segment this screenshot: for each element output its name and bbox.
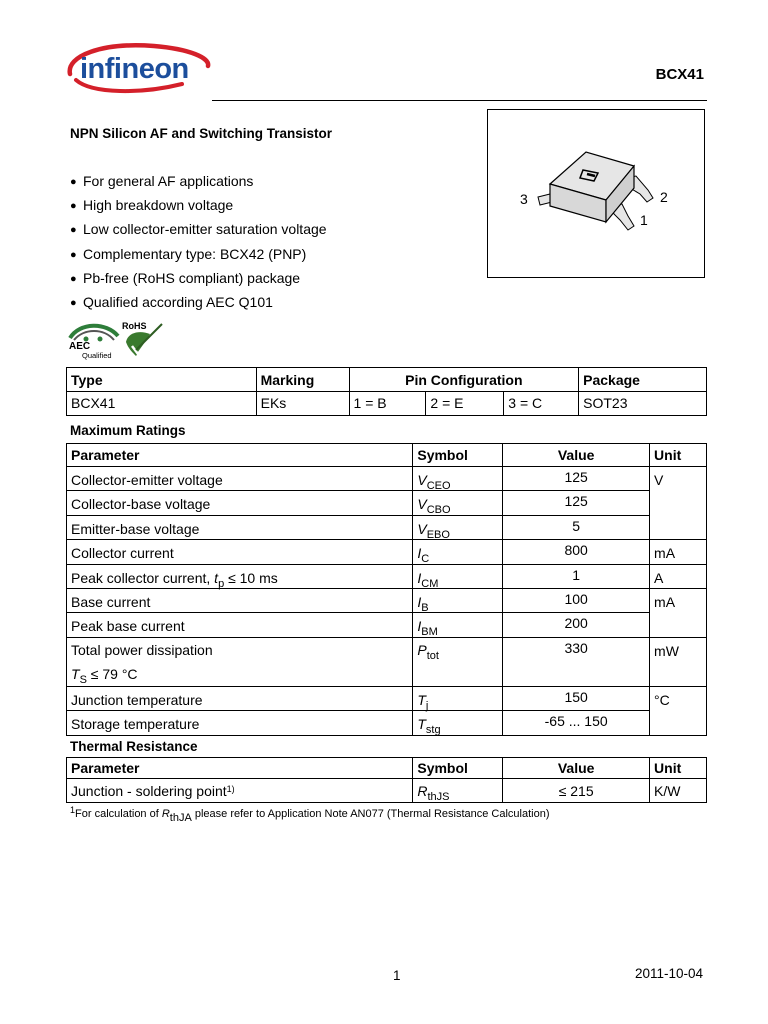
header-type: Type bbox=[67, 368, 257, 392]
brand-wordmark: infineon bbox=[80, 53, 189, 85]
svg-text:Qualified: Qualified bbox=[82, 351, 112, 360]
sot23-package-illustration bbox=[488, 110, 704, 277]
svg-text:RoHS: RoHS bbox=[122, 321, 147, 331]
header-package: Package bbox=[579, 368, 707, 392]
bullet-icon: ● bbox=[70, 248, 77, 261]
bullet-icon: ● bbox=[70, 224, 77, 237]
thermal-resistance-table bbox=[66, 757, 707, 803]
rohs-logo bbox=[122, 321, 162, 356]
cell-package: SOT23 bbox=[579, 392, 707, 416]
table-row: Collector-emitter voltage $V_{CEO}$ 125 V bbox=[67, 467, 707, 491]
package-drawing-box bbox=[487, 109, 705, 278]
thermal-resistance-heading: Thermal Resistance bbox=[70, 739, 198, 754]
feature-item: ● For general AF applications bbox=[70, 171, 327, 195]
header-pin-configuration: Pin Configuration bbox=[349, 368, 579, 392]
maximum-ratings-table bbox=[66, 443, 707, 736]
table-row: Junction - soldering point$^{1)}$ $R_{thJS}$ ≤ 215 K/W bbox=[67, 779, 707, 803]
table-row: Total power dissipation $T_S \le 79$ °C $P_{tot}$ 330 mW bbox=[67, 637, 707, 686]
header-unit: Unit bbox=[650, 758, 707, 779]
bullet-icon: ● bbox=[70, 296, 77, 309]
footnote-reference: 1) bbox=[226, 784, 235, 794]
feature-item: ● High breakdown voltage bbox=[70, 195, 327, 219]
aec-rohs-badges bbox=[66, 318, 186, 360]
feature-item: ● Pb-free (RoHS compliant) package bbox=[70, 268, 327, 292]
bullet-icon: ● bbox=[70, 176, 77, 188]
table-row: Collector-base voltage $V_{CBO}$ 125 bbox=[67, 491, 707, 515]
pin-label-3: 3 bbox=[520, 191, 528, 207]
feature-list bbox=[70, 171, 327, 316]
bullet-icon: ● bbox=[70, 200, 77, 213]
table-row: Collector current $I_C$ 800 mA bbox=[67, 540, 707, 564]
header-rule bbox=[212, 100, 707, 101]
cell-pin1: 1 = B bbox=[349, 392, 426, 416]
feature-item: ● Complementary type: BCX42 (PNP) bbox=[70, 244, 327, 268]
table-row: Peak collector current, $t_p \le 10$ ms $I_{CM}$ 1 A bbox=[67, 564, 707, 588]
bullet-icon: ● bbox=[70, 272, 77, 285]
pin-label-2: 2 bbox=[660, 189, 668, 205]
table-row: Storage temperature $T_{stg}$ -65 ... 150 bbox=[67, 711, 707, 735]
table-row: Junction temperature $T_j$ 150 °C bbox=[67, 686, 707, 710]
header-value: Value bbox=[503, 444, 650, 467]
type-marking-table bbox=[66, 367, 707, 416]
footnote: $^1$For calculation of $R_{thJA}$ please refer to Application Note AN077 (Thermal Resistance Calculation) bbox=[70, 805, 550, 824]
header-symbol: Symbol bbox=[413, 758, 503, 779]
cell-marking: EKs bbox=[256, 392, 349, 416]
table-row: Peak base current $I_{BM}$ 200 bbox=[67, 613, 707, 637]
infineon-logo bbox=[62, 40, 212, 96]
header-value: Value bbox=[503, 758, 650, 779]
part-number: BCX41 bbox=[655, 66, 704, 83]
pin-label-1: 1 bbox=[640, 212, 648, 228]
document-date: 2011-10-04 bbox=[634, 966, 703, 981]
product-title: NPN Silicon AF and Switching Transistor bbox=[70, 126, 333, 141]
svg-text:AEC: AEC bbox=[69, 341, 91, 352]
header-unit: Unit bbox=[650, 444, 707, 467]
cell-pin3: 3 = C bbox=[504, 392, 579, 416]
table-row: Emitter-base voltage $V_{EBO}$ 5 bbox=[67, 515, 707, 539]
header-marking: Marking bbox=[256, 368, 349, 392]
aec-qualified-logo bbox=[69, 326, 118, 360]
maximum-ratings-heading: Maximum Ratings bbox=[70, 423, 186, 438]
cell-type: BCX41 bbox=[67, 392, 257, 416]
page-number: 1 bbox=[393, 968, 401, 983]
header-parameter: Parameter bbox=[67, 758, 413, 779]
table-row: Base current $I_B$ 100 mA bbox=[67, 588, 707, 612]
header-symbol: Symbol bbox=[413, 444, 503, 467]
feature-item: ● Qualified according AEC Q101 bbox=[70, 292, 327, 316]
cell-pin2: 2 = E bbox=[426, 392, 504, 416]
header-parameter: Parameter bbox=[67, 444, 413, 467]
feature-item: ● Low collector-emitter saturation voltage bbox=[70, 219, 327, 243]
